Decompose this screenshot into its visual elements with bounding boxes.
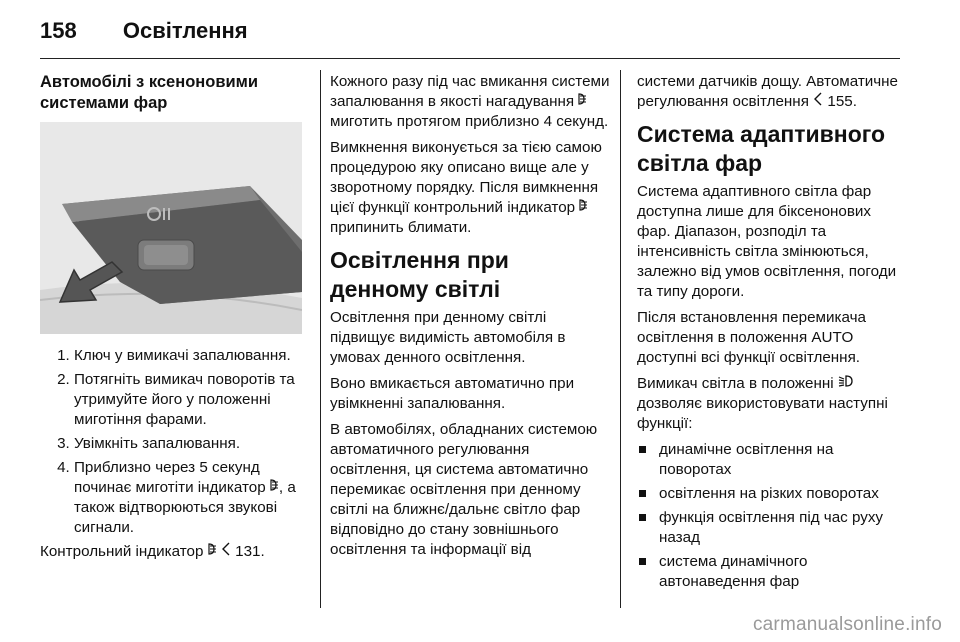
- list-item: динамічне освітлення на поворотах: [637, 440, 903, 480]
- headlight-flash-icon: [578, 92, 587, 112]
- functions-list: [637, 440, 903, 592]
- switch-text-b: дозволяє використовувати наступні функції:: [637, 395, 888, 432]
- watermark: carmanualsonline.info: [752, 614, 942, 635]
- list-item: освітлення на різких поворотах: [637, 484, 903, 504]
- header-rule: [40, 58, 900, 59]
- step-item: 2. Потягніть вимикач поворотів та утримуйте його у положенні миготіння фарами.: [74, 370, 304, 430]
- disable-text-a: Вимкнення виконується за тією самою процедурою яку описано вище але у зворотному порядку. Після вимкнення цієї функції контрольний індикатор: [330, 139, 602, 216]
- indicator-line: [40, 542, 304, 562]
- indicator-text: Контрольний індикатор: [40, 543, 204, 560]
- auto-label: AUTO: [811, 329, 854, 346]
- daytime-lights-heading: Освітлення при денному світлі: [330, 247, 509, 302]
- reminder-text-a: Кожного разу під час вмикання системи запалювання в якості нагадування: [330, 73, 610, 110]
- page-reference-arrow-icon[interactable]: [221, 542, 231, 562]
- daytime-paragraph-2: Воно вмикається автоматично при увімкненні запалювання.: [330, 375, 575, 412]
- auto-text-a: Після встановлення перемикача освітлення в положення: [637, 309, 866, 346]
- step-item: [74, 458, 304, 538]
- page-reference[interactable]: 131.: [235, 543, 265, 560]
- middle-column: [330, 72, 610, 566]
- step-item: 1. Ключ у вимикачі запалювання.: [74, 346, 304, 366]
- left-column: [40, 72, 304, 568]
- rain-sensor-text: системи датчиків дощу. Автоматичне регулювання освітлення: [637, 73, 899, 110]
- adaptive-paragraph-1: Система адаптивного світла фар доступна лише для біксенонових фар. Діапазон, розподіл та інтенсивність світла змінюються, залежно від умов освітлення, погоди та типу дороги.: [637, 183, 897, 300]
- page-header: [40, 18, 248, 44]
- headlight-switch-icon: [838, 374, 853, 394]
- headlight-flash-icon: [270, 478, 279, 498]
- adaptive-paragraph-2: [637, 308, 903, 368]
- adaptive-paragraph-3: [637, 374, 903, 434]
- auto-text-b: доступні всі функції освітлення.: [637, 349, 861, 366]
- column-divider-2: [620, 70, 621, 608]
- headlight-flash-icon: [579, 198, 588, 218]
- lever-illustration: [40, 122, 302, 334]
- adaptive-lights-heading: Система адаптивного світла фар: [637, 121, 886, 176]
- reminder-paragraph: [330, 72, 610, 132]
- step-item: 3. Увімкніть запалювання.: [74, 434, 304, 454]
- rain-sensor-paragraph: [637, 72, 903, 112]
- page-reference-arrow-icon[interactable]: [813, 92, 823, 112]
- reminder-text-b: миготить протягом приблизно 4 секунд.: [330, 113, 609, 130]
- right-column: [637, 72, 903, 596]
- headlight-flash-icon: [208, 542, 217, 562]
- daytime-paragraph-3: В автомобілях, обладнаних системою автоматичного регулювання освітлення, ця система автоматично перемикає освітлення при денному світлі на ближнє/дальнє світло фар відповідно до стану зовнішнього освітлення та інформації від: [330, 421, 598, 558]
- daytime-paragraph-1: Освітлення при денному світлі підвищує видимість автомобіля в умовах денного освітлення.: [330, 309, 566, 366]
- column-divider-1: [320, 70, 321, 608]
- page-number: 158: [40, 18, 77, 43]
- list-item: система динамічного автонаведення фар: [637, 552, 903, 592]
- step-4-text-b: , а також відтворюються звукові сигнали.: [74, 479, 296, 536]
- list-item: функція освітлення під час руху назад: [637, 508, 903, 548]
- section-title: Освітлення: [122, 18, 248, 43]
- steps-list: [40, 346, 304, 538]
- step-4-text-a: Приблизно через 5 секунд починає миготіти індикатор: [74, 459, 266, 496]
- disable-paragraph: [330, 138, 610, 238]
- switch-text-a: Вимикач світла в положенні: [637, 375, 834, 392]
- disable-text-b: припинить блимати.: [330, 219, 472, 236]
- xenon-heading: Автомобілі з ксеноновими системами фар: [40, 73, 258, 112]
- page-reference[interactable]: 155.: [827, 93, 857, 110]
